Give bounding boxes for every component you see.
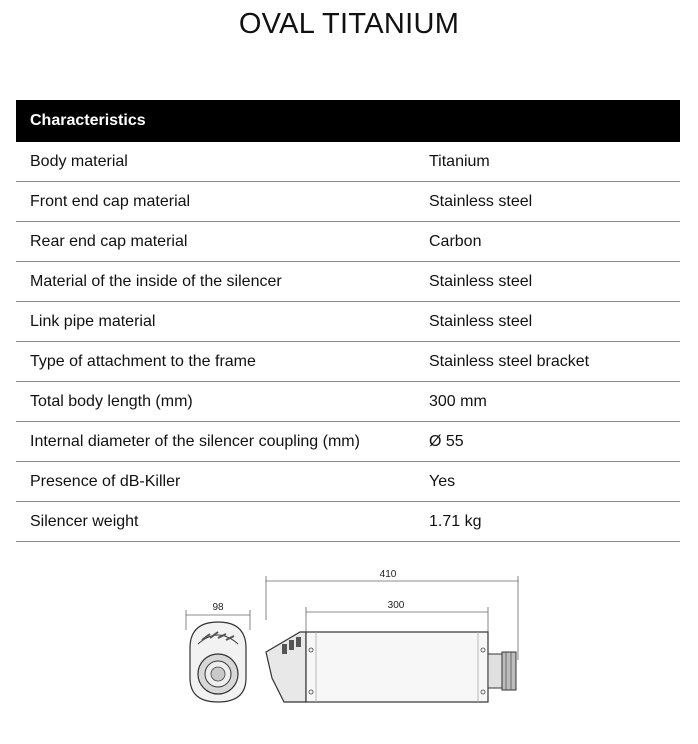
page-title: OVAL TITANIUM — [238, 8, 460, 40]
dim-total-label: 410 — [379, 569, 397, 580]
characteristics-table — [16, 100, 680, 542]
row-value: Titanium — [429, 153, 490, 170]
row-value: Stainless steel — [429, 313, 533, 330]
dimension-body — [306, 600, 488, 632]
row-label: Presence of dB-Killer — [30, 473, 181, 490]
table-row — [16, 382, 680, 422]
table-row — [16, 262, 680, 302]
row-label: Body material — [30, 153, 128, 170]
dim-body-label: 300 — [387, 600, 405, 611]
row-label: Internal diameter of the silencer coupling (mm) — [30, 433, 360, 450]
row-value: Carbon — [429, 233, 482, 250]
row-value: Stainless steel — [429, 273, 533, 290]
table-row — [16, 422, 680, 462]
row-label: Link pipe material — [30, 313, 156, 330]
row-value: Stainless steel — [429, 193, 533, 210]
table-header: Characteristics — [16, 100, 680, 142]
table-row — [16, 462, 680, 502]
row-value: Stainless steel bracket — [429, 353, 590, 370]
dim-width-label: 98 — [212, 602, 224, 613]
silencer-end-view — [190, 622, 246, 702]
row-value: 300 mm — [429, 393, 487, 410]
row-label: Rear end cap material — [30, 233, 188, 250]
row-label: Silencer weight — [30, 513, 139, 530]
table-row — [16, 342, 680, 382]
row-label: Type of attachment to the frame — [30, 353, 256, 370]
table-row — [16, 182, 680, 222]
table-row — [16, 502, 680, 542]
table-row — [16, 302, 680, 342]
table-row — [16, 142, 680, 182]
silencer-technical-drawing — [180, 560, 540, 740]
row-value: Yes — [429, 473, 456, 490]
row-value: 1.71 kg — [429, 513, 482, 530]
silencer-side-view — [266, 632, 516, 702]
row-label: Total body length (mm) — [30, 393, 193, 410]
row-label: Material of the inside of the silencer — [30, 273, 282, 290]
row-label: Front end cap material — [30, 193, 191, 210]
row-value: Ø 55 — [429, 433, 464, 450]
table-row — [16, 222, 680, 262]
